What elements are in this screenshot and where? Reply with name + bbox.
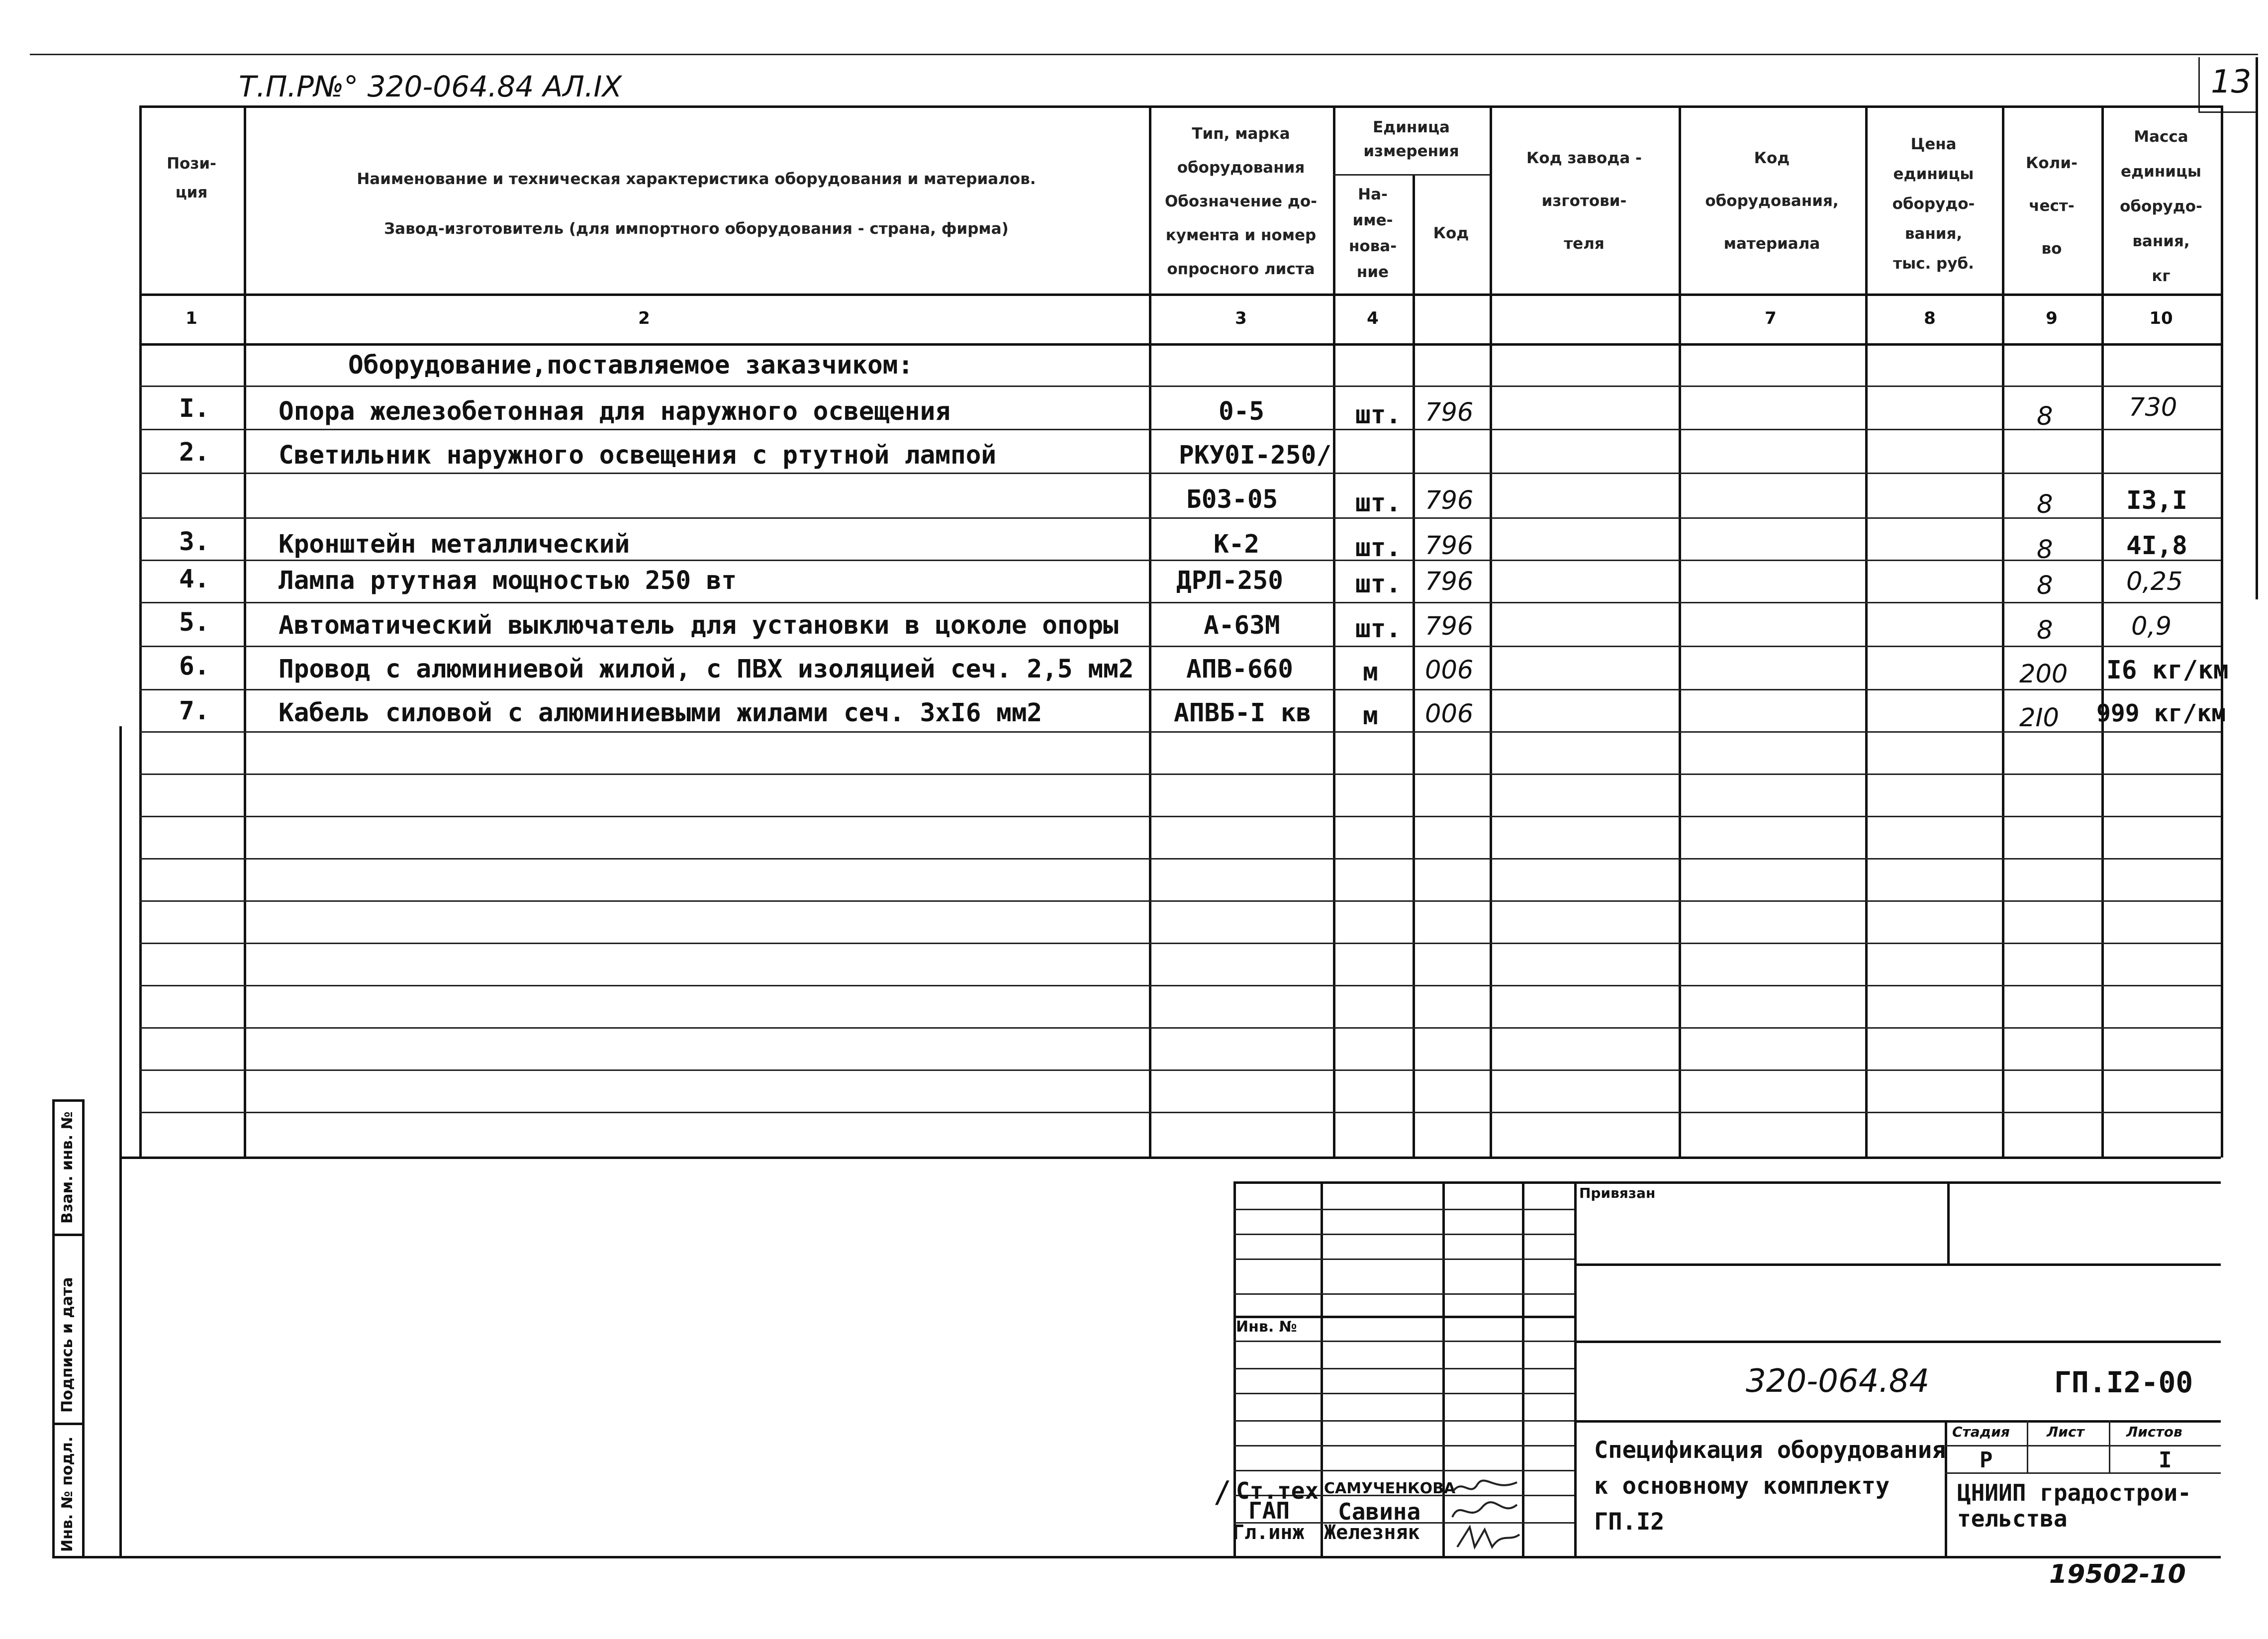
col-line-10: [2221, 105, 2223, 1157]
row-rule: [139, 560, 2221, 561]
corner-box-left: [2198, 57, 2200, 112]
col-number-3: 3: [1235, 308, 1247, 328]
row-rule: [139, 517, 2221, 519]
row-unit: шт.: [1355, 570, 1402, 599]
side-stamp-mid: [82, 1099, 85, 1557]
row-qty: 8: [2037, 535, 2053, 565]
inv-no-label: Инв. №: [1236, 1318, 1297, 1336]
row-rule: [139, 429, 2221, 430]
side-stamp-div-1: [52, 1234, 82, 1236]
hdr-equip-code: Код оборудования, материала: [1705, 149, 1839, 253]
signer-role: Ст.тех: [1236, 1477, 1319, 1504]
col-number-7: 7: [1765, 308, 1777, 328]
row-unit: шт.: [1355, 533, 1402, 563]
row-position: 3.: [179, 527, 210, 557]
row-type: А-63М: [1204, 611, 1280, 640]
row-rule: [139, 1112, 2221, 1113]
side-stamp-div-2: [52, 1423, 82, 1425]
unit-group-divider: [1333, 174, 1490, 176]
side-vzam: Взам. инв. №: [59, 1111, 76, 1224]
row-name: Автоматический выключатель для установки в цоколе опоры: [279, 611, 1119, 640]
hdr-type: Тип, марка оборудования Обозначение до- кумента и номер опросного листа: [1164, 125, 1318, 278]
side-stamp-top: [52, 1099, 82, 1102]
signature-scribbles: [1447, 1472, 1522, 1557]
row-type: К-2: [1214, 530, 1260, 559]
col-number-4: 4: [1367, 308, 1379, 328]
row-name: Кабель силовой с алюминиевыми жилами сеч. 3хI6 мм2: [279, 698, 1042, 728]
col-number-9: 9: [2046, 308, 2058, 328]
row-qty: 8: [2037, 616, 2053, 645]
row-type: РКУ0I-250/: [1179, 441, 1332, 470]
row-rule: [139, 900, 2221, 902]
sheet-label: Лист: [2047, 1424, 2084, 1440]
row-position: 4.: [179, 565, 210, 594]
side-inv-podl: Инв. № подл.: [59, 1436, 76, 1552]
row-mass: 0,25: [2126, 567, 2183, 596]
row-unit: шт.: [1355, 488, 1402, 518]
row-name: Опора железобетонная для наружного освещения: [279, 397, 951, 426]
row-rule: [139, 731, 2221, 733]
signers-slash: /: [1214, 1475, 1232, 1510]
hdr-price: Цена единицы оборудо- вания, тыс. руб.: [1892, 135, 1975, 273]
hdr-position: Пози- ция: [167, 155, 216, 201]
row-rule: [139, 773, 2221, 775]
stage-value: Р: [1980, 1447, 1993, 1473]
row-position: 6.: [179, 652, 210, 681]
row-mass: I3,I: [2126, 486, 2187, 515]
row-rule: [139, 985, 2221, 986]
table-top-line: [139, 105, 2221, 108]
hdr-plant-code: Код завода - изготови- теля: [1526, 149, 1642, 253]
row-position: 2.: [179, 438, 210, 467]
row-rule: [139, 943, 2221, 944]
hdr-unit-name: На- име- нова- ние: [1348, 186, 1397, 281]
row-unit: шт.: [1355, 614, 1402, 644]
doc-number: 320-064.84: [1746, 1363, 1930, 1400]
frame-left: [119, 726, 122, 1557]
row-name: Провод с алюминиевой жилой, с ПВХ изоляцией сеч. 2,5 мм2: [279, 655, 1134, 684]
row-code: 796: [1425, 612, 1474, 641]
hdr-unit-group: Единица измерения: [1363, 118, 1459, 160]
doc-code: ГП.I2-00: [2054, 1365, 2193, 1399]
row-code: 006: [1425, 656, 1474, 685]
row-position: 5.: [179, 608, 210, 637]
col-number-2: 2: [638, 308, 650, 328]
row-code: 796: [1425, 567, 1474, 596]
row-qty: 8: [2037, 402, 2053, 431]
row-mass: 999 кг/км: [2096, 699, 2226, 727]
col-number-1: 1: [186, 308, 197, 328]
hdr-mass: Масса единицы оборудо- вания, кг: [2120, 128, 2202, 285]
organization: ЦНИИП градострои- тельства: [1957, 1479, 2191, 1532]
row-code: 796: [1425, 486, 1474, 515]
row-rule: [139, 1027, 2221, 1029]
top-border: [30, 54, 2258, 55]
row-qty: 8: [2037, 490, 2053, 519]
hdr-qty: Коли- чест- во: [2026, 154, 2078, 258]
row-name: Светильник наружного освещения с ртутной лампой: [279, 441, 997, 470]
side-podpis: Подпись и дата: [59, 1277, 76, 1413]
header-bottom-line: [139, 293, 2221, 296]
row-rule: [139, 1069, 2221, 1071]
signer-name: Савина: [1338, 1498, 1421, 1525]
sheet-corner-number: 13: [2211, 64, 2252, 100]
row-rule: [139, 473, 2221, 474]
section-title: Оборудование,поставляемое заказчиком:: [348, 351, 914, 380]
row-unit: м: [1363, 658, 1378, 687]
row-mass: I6 кг/км: [2106, 656, 2229, 685]
row-code: 796: [1425, 531, 1474, 561]
row-position: 7.: [179, 696, 210, 726]
sheets-value: I: [2159, 1447, 2172, 1473]
privyazan-label: Привязан: [1579, 1185, 1656, 1201]
col-number-10: 10: [2149, 308, 2173, 328]
corner-box-bottom: [2198, 111, 2256, 113]
col-line-1: [244, 105, 246, 1157]
row-rule: [139, 858, 2221, 860]
row-type: Б03-05: [1186, 485, 1278, 514]
sheets-label: Листов: [2126, 1424, 2182, 1440]
series-header: Т.П.Р№° 320-064.84 АЛ.IX: [239, 70, 622, 103]
row-mass: 730: [2129, 393, 2177, 422]
col-line-0: [139, 105, 142, 1157]
numbers-bottom-line: [139, 343, 2221, 346]
side-stamp-left: [52, 1099, 55, 1557]
row-unit: м: [1363, 701, 1378, 731]
signer-role: Гл.инж: [1232, 1521, 1305, 1544]
row-rule: [139, 386, 2221, 387]
row-type: 0-5: [1219, 397, 1265, 426]
table-bottom-line: [119, 1157, 2221, 1159]
frame-bottom: [52, 1556, 2221, 1558]
signer-name: Железняк: [1324, 1521, 1420, 1544]
row-rule: [139, 689, 2221, 690]
row-type: АПВБ-I кв: [1174, 698, 1312, 728]
bottom-number: 19502-10: [2049, 1559, 2186, 1589]
row-qty: 200: [2019, 660, 2068, 689]
row-code: 796: [1425, 398, 1474, 427]
signer-role: ГАП: [1248, 1497, 1290, 1524]
signer-name: САМУЧЕНКОВА: [1324, 1480, 1456, 1497]
row-rule: [139, 602, 2221, 603]
row-mass: 0,9: [2131, 612, 2172, 641]
stage-label: Стадия: [1952, 1424, 2010, 1440]
right-border: [2256, 57, 2258, 599]
doc-title: Спецификация оборудования к основному комплекту ГП.I2: [1594, 1437, 1946, 1536]
row-code: 006: [1425, 699, 1474, 729]
row-qty: 8: [2037, 571, 2053, 600]
row-type: АПВ-660: [1186, 655, 1293, 684]
hdr-name: Наименование и техническая характеристика оборудования и материалов. Завод-изготовитель (для импортного оборудования - страна, фирма): [357, 170, 1036, 238]
col-line-4: [1413, 174, 1415, 1157]
col-number-8: 8: [1924, 308, 1936, 328]
row-position: I.: [179, 394, 210, 423]
row-qty: 2I0: [2019, 703, 2059, 733]
row-name: Кронштейн металлический: [279, 530, 630, 559]
row-name: Лампа ртутная мощностью 250 вт: [279, 566, 737, 595]
row-mass: 4I,8: [2126, 531, 2187, 561]
row-type: ДРЛ-250: [1176, 566, 1283, 595]
row-rule: [139, 646, 2221, 647]
row-rule: [139, 816, 2221, 817]
hdr-unit-code: Код: [1433, 224, 1469, 242]
row-unit: шт.: [1355, 400, 1402, 430]
